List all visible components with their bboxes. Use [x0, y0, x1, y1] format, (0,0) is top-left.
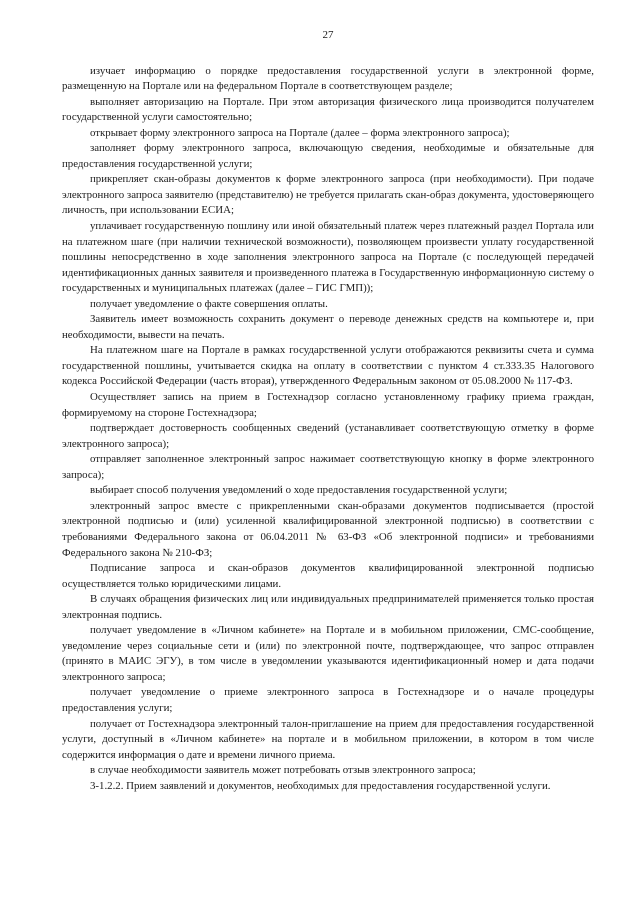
paragraph: получает уведомление в «Личном кабинете» на Портале и в мобильном приложении, СМС-сообщение, уведомление через социальные сети и (или) по электронной почте, подтверждающее, что запрос отправлен (принято в МАИС ЭГУ), в том числе в уведомлении указываются идентификационный номер и дата подачи электронного запроса; — [62, 624, 594, 683]
paragraph: получает уведомление о факте совершения оплаты. — [90, 297, 328, 310]
paragraph: заполняет форму электронного запроса, включающую сведения, необходимые и обязательные для предоставления государственной услуги; — [62, 142, 594, 170]
page-number: 27 — [322, 29, 334, 41]
paragraph: подтверждает достоверность сообщенных сведений (устанавливает соответствующую отметку в форме электронного запроса); — [62, 422, 594, 450]
paragraph: В случаях обращения физических лиц или индивидуальных предпринимателей применяется только простая электронная подпись. — [62, 593, 594, 621]
paragraph: электронный запрос вместе с прикрепленными скан-образами документов подписывается (простой электронной подписью и (или) усиленной квалифицированной электронной подписью) в соответствии с требованиями Федерального закона от 06.04.2011 № 63-ФЗ «Об электронной подписи» и требованиями Федерального закона № 210-ФЗ; — [62, 499, 594, 559]
paragraph: открывает форму электронного запроса на Портале (далее – форма электронного запроса); — [90, 126, 510, 139]
paragraph: получает уведомление о приеме электронного запроса в Гостехнадзоре и о начале процедуры предоставления услуги; — [62, 686, 594, 714]
paragraph: выбирает способ получения уведомлений о ходе предоставления государственной услуги; — [90, 484, 508, 497]
paragraph: отправляет заполненное электронный запрос нажимает соответствующую кнопку в форме электронного запроса); — [62, 453, 594, 481]
paragraph: Подписание запроса и скан-образов документов квалифицированной электронной подписью осуществляется только юридическими лицами. — [62, 562, 594, 590]
paragraph: Осуществляет запись на прием в Гостехнадзор согласно установленному графику приема граждан, формируемому на стороне Гостехнадзора; — [62, 391, 594, 419]
paragraph: в случае необходимости заявитель может потребовать отзыв электронного запроса; — [90, 764, 476, 777]
paragraph: выполняет авторизацию на Портале. При этом авторизация физического лица производится получателем государственной услуги самостоятельно; — [62, 95, 594, 124]
paragraph: изучает информацию о порядке предоставления государственной услуги в электронной форме, размещенную на Портале или на федеральном Портале в соответствующем разделе; — [62, 64, 594, 93]
document-page — [62, 28, 594, 794]
body-text — [62, 64, 594, 795]
paragraph: 3-1.2.2. Прием заявлений и документов, необходимых для предоставления государственной услуги. — [90, 779, 551, 792]
paragraph: уплачивает государственную пошлину или иной обязательный платеж через платежный раздел Портала или на платежном шаге (при наличии технической возможности), позволяющем произвести уплату государственной пошлины непосредственно в ходе заполнения электронного запроса на Портале (с последующей передачей идентификационных данных заявителя и произведенного платежа в Государственную информационную систему о государственных и муниципальных платежах (далее – ГИС ГМП)); — [62, 220, 594, 295]
paragraph: получает от Гостехнадзора электронный талон-приглашение на прием для предоставления государственной услуги, доступный в «Личном кабинете» на портале и в мобильном приложении, в котором в том числе содержится информация о дате и времени личного приема. — [62, 717, 594, 761]
paragraph: Заявитель имеет возможность сохранить документ о переводе денежных средств на компьютере и, при необходимости, вывести на печать. — [62, 313, 594, 341]
paragraph: прикрепляет скан-образы документов к форме электронного запроса (при необходимости). При подаче электронного запроса заявителю (представителю) не требуется прилагать скан-образ документа, удостоверяющего личность, при использовании ЕСИА; — [62, 173, 594, 217]
paragraph: На платежном шаге на Портале в рамках государственной услуги отображаются реквизиты счета и сумма государственной пошлины, учитывается скидка на оплату в соответствии с пунктом 4 ст.333.35 Налогового кодекса Российской Федерации (часть вторая), утвержденного Федеральным законом от 05.08.2000 № 117-ФЗ. — [62, 344, 594, 388]
